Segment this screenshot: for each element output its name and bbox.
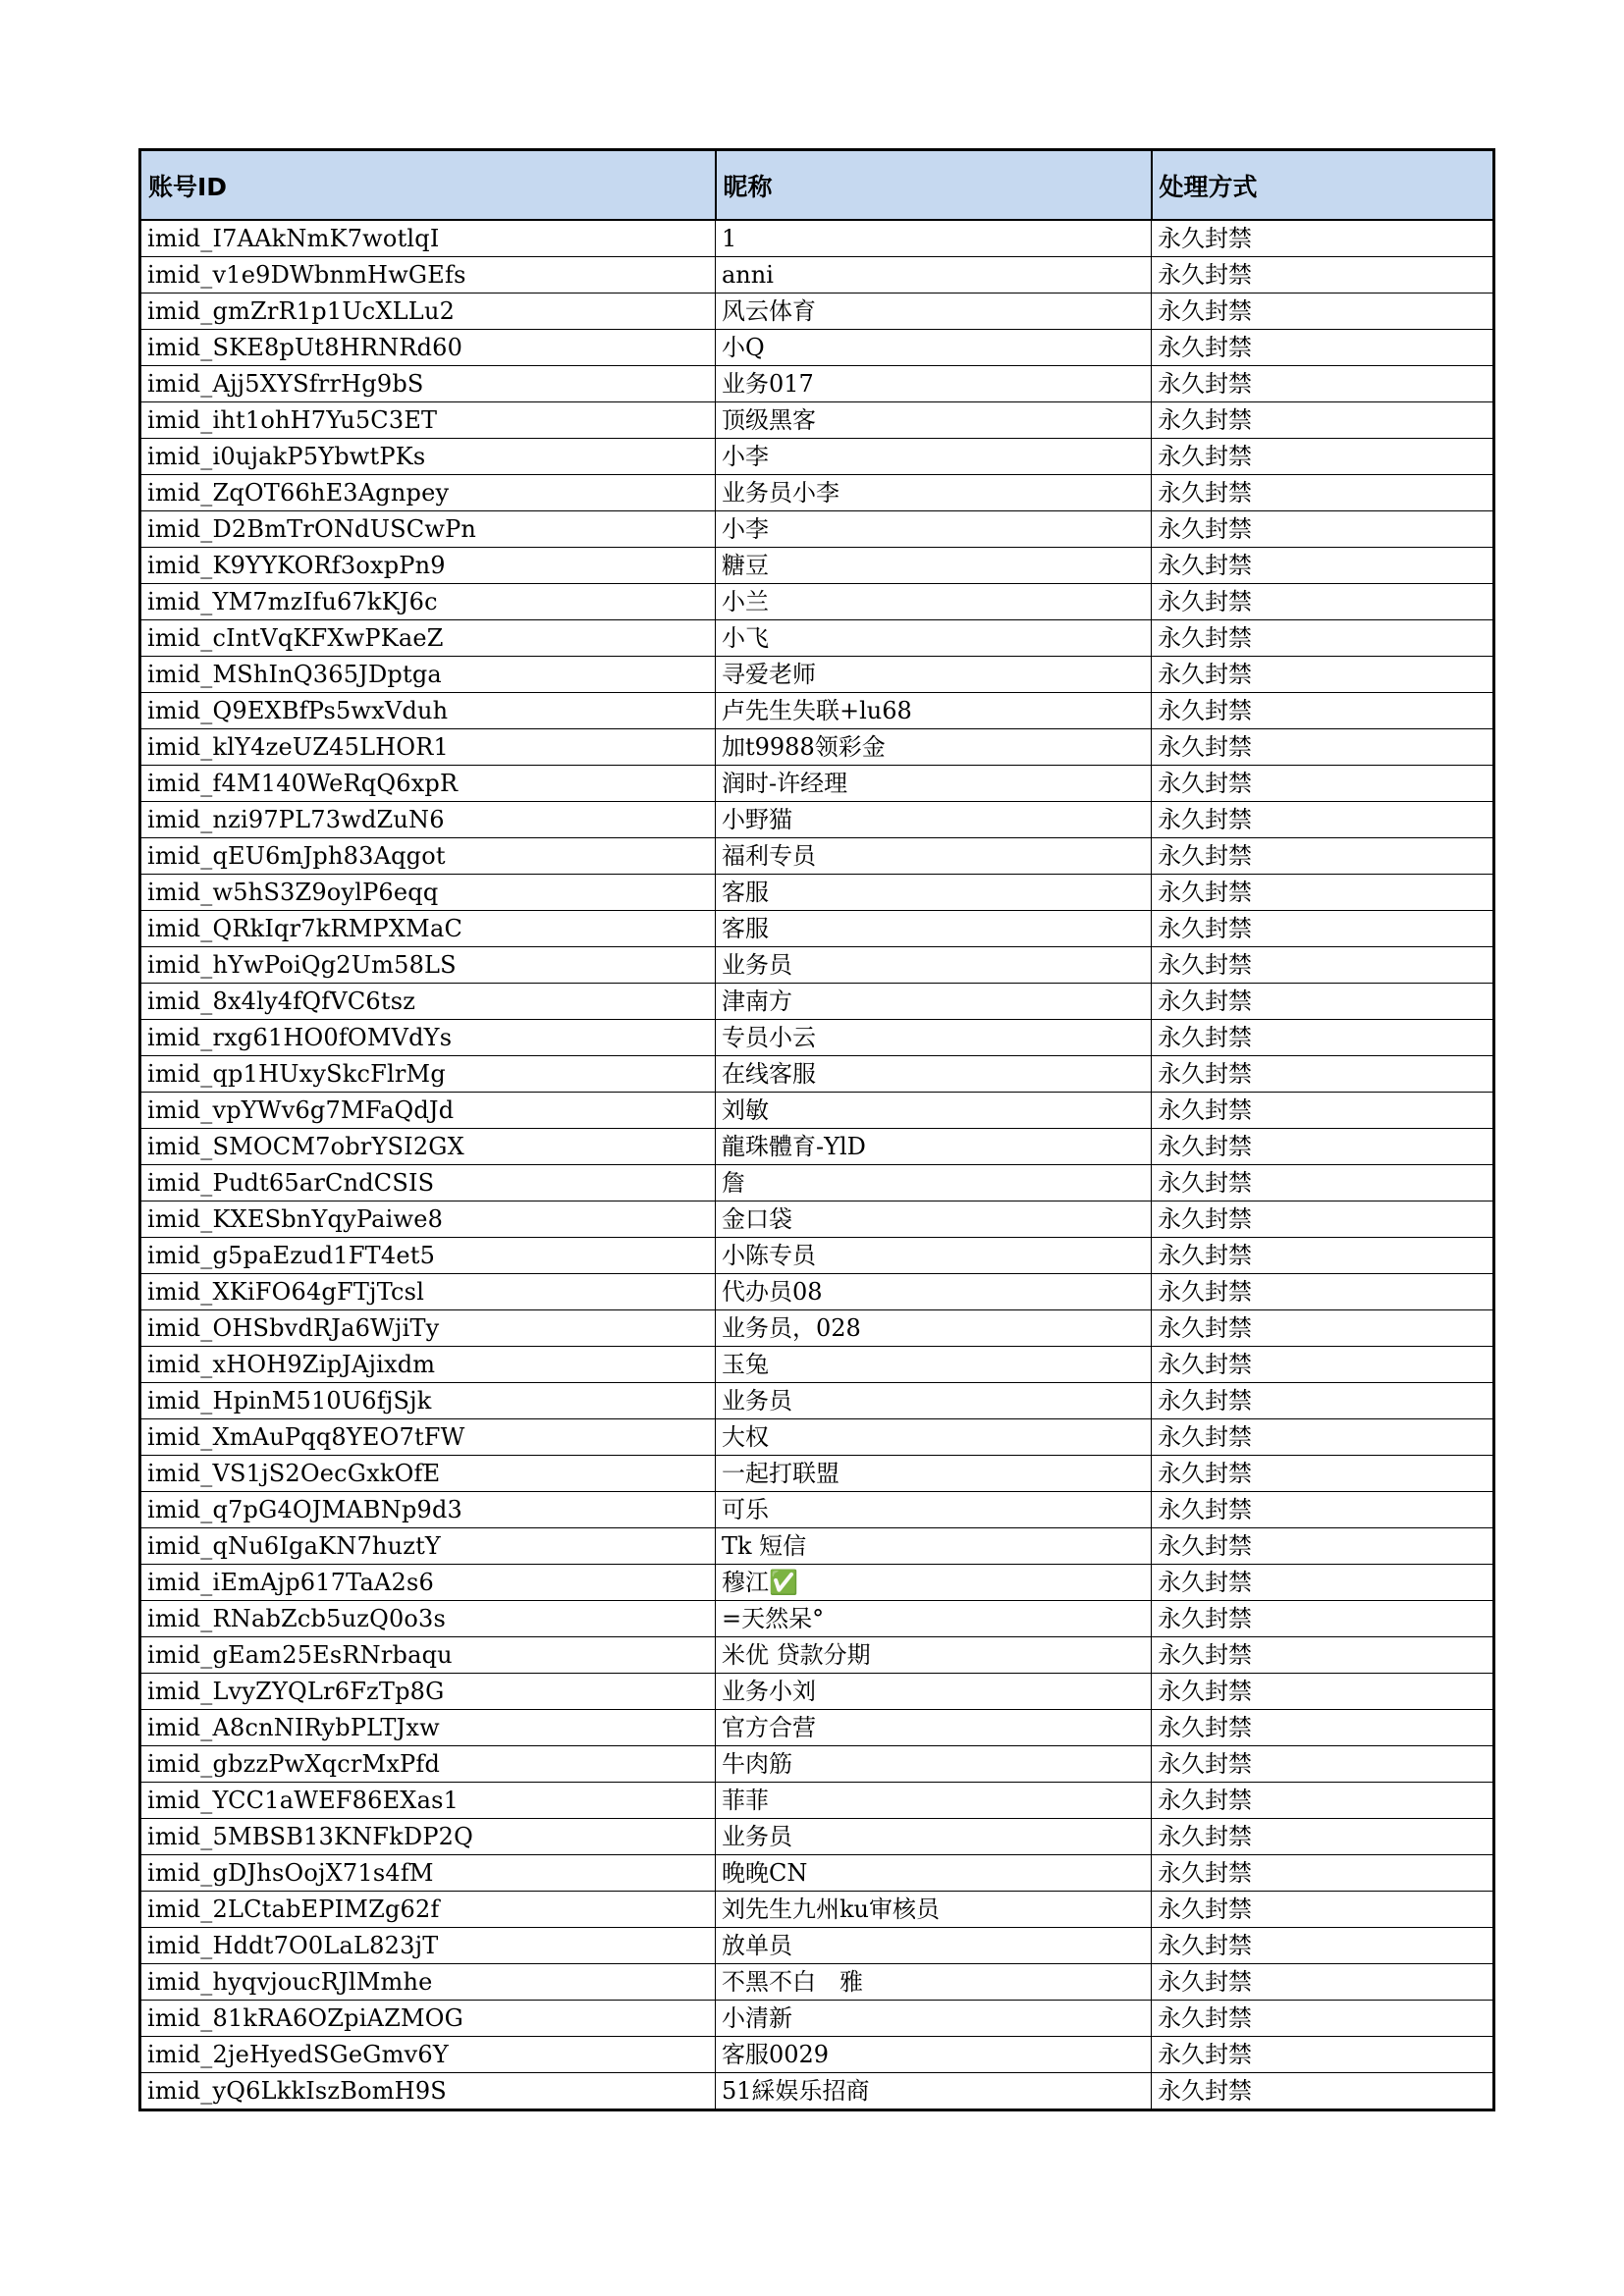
action-cell: 永久封禁	[1152, 2001, 1494, 2037]
account-id-cell: imid_Pudt65arCndCSIS	[140, 1165, 716, 1201]
account-id-cell: imid_81kRA6OZpiAZMOG	[140, 2001, 716, 2037]
table-row	[140, 584, 1494, 620]
account-id-cell: imid_v1e9DWbnmHwGEfs	[140, 257, 716, 294]
account-id-cell: imid_YCC1aWEF86EXas1	[140, 1783, 716, 1819]
action-cell: 永久封禁	[1152, 511, 1494, 548]
action-cell: 永久封禁	[1152, 1310, 1494, 1347]
action-cell: 永久封禁	[1152, 402, 1494, 439]
nickname-cell: 龍珠體育-YlD	[716, 1129, 1152, 1165]
action-cell: 永久封禁	[1152, 657, 1494, 693]
nickname-cell: 可乐	[716, 1492, 1152, 1528]
account-id-cell: imid_8x4ly4fQfVC6tsz	[140, 984, 716, 1020]
action-cell: 永久封禁	[1152, 729, 1494, 766]
account-id-cell: imid_qNu6IgaKN7huztY	[140, 1528, 716, 1565]
account-id-cell: imid_gmZrR1p1UcXLLu2	[140, 294, 716, 330]
action-cell: 永久封禁	[1152, 947, 1494, 984]
nickname-cell: 不黑不白 雅	[716, 1964, 1152, 2001]
account-id-cell: imid_VS1jS2OecGxkOfE	[140, 1456, 716, 1492]
table-row	[140, 1347, 1494, 1383]
nickname-cell: Tk 短信	[716, 1528, 1152, 1565]
action-cell: 永久封禁	[1152, 1274, 1494, 1310]
action-cell: 永久封禁	[1152, 1964, 1494, 2001]
table-header-row	[140, 150, 1494, 221]
account-id-cell: imid_2LCtabEPIMZg62f	[140, 1892, 716, 1928]
header-account-id: 账号ID	[140, 150, 716, 221]
action-cell: 永久封禁	[1152, 1456, 1494, 1492]
action-cell: 永久封禁	[1152, 1710, 1494, 1746]
account-id-cell: imid_g5paEzud1FT4et5	[140, 1238, 716, 1274]
table-row	[140, 838, 1494, 875]
action-cell: 永久封禁	[1152, 294, 1494, 330]
nickname-cell: 业务员，028	[716, 1310, 1152, 1347]
nickname-cell: 在线客服	[716, 1056, 1152, 1093]
action-cell: 永久封禁	[1152, 1347, 1494, 1383]
account-id-cell: imid_OHSbvdRJa6WjiTy	[140, 1310, 716, 1347]
account-id-cell: imid_xHOH9ZipJAjixdm	[140, 1347, 716, 1383]
table-row	[140, 1928, 1494, 1964]
table-row	[140, 1964, 1494, 2001]
nickname-cell: 小Q	[716, 330, 1152, 366]
table-row	[140, 220, 1494, 257]
account-id-cell: imid_Hddt7O0LaL823jT	[140, 1928, 716, 1964]
account-id-cell: imid_HpinM510U6fjSjk	[140, 1383, 716, 1419]
action-cell: 永久封禁	[1152, 548, 1494, 584]
action-cell: 永久封禁	[1152, 330, 1494, 366]
account-id-cell: imid_klY4zeUZ45LHOR1	[140, 729, 716, 766]
table-row	[140, 1383, 1494, 1419]
table-row	[140, 1129, 1494, 1165]
nickname-cell: 业务员小李	[716, 475, 1152, 511]
account-id-cell: imid_K9YYKORf3oxpPn9	[140, 548, 716, 584]
nickname-cell: 玉兔	[716, 1347, 1152, 1383]
account-id-cell: imid_gbzzPwXqcrMxPfd	[140, 1746, 716, 1783]
table-row	[140, 984, 1494, 1020]
action-cell: 永久封禁	[1152, 584, 1494, 620]
action-cell: 永久封禁	[1152, 257, 1494, 294]
action-cell: 永久封禁	[1152, 1674, 1494, 1710]
action-cell: 永久封禁	[1152, 693, 1494, 729]
nickname-cell: 一起打联盟	[716, 1456, 1152, 1492]
table-row	[140, 1456, 1494, 1492]
table-row	[140, 1238, 1494, 1274]
nickname-cell: 客服	[716, 911, 1152, 947]
nickname-cell: =天然呆°	[716, 1601, 1152, 1637]
table-row	[140, 729, 1494, 766]
account-id-cell: imid_MShInQ365JDptga	[140, 657, 716, 693]
table-body	[140, 220, 1494, 2110]
action-cell: 永久封禁	[1152, 1201, 1494, 1238]
account-id-cell: imid_q7pG4OJMABNp9d3	[140, 1492, 716, 1528]
action-cell: 永久封禁	[1152, 1637, 1494, 1674]
account-id-cell: imid_hYwPoiQg2Um58LS	[140, 947, 716, 984]
nickname-cell: 小飞	[716, 620, 1152, 657]
table-row	[140, 2001, 1494, 2037]
account-id-cell: imid_cIntVqKFXwPKaeZ	[140, 620, 716, 657]
table-row	[140, 439, 1494, 475]
nickname-cell: 客服	[716, 875, 1152, 911]
table-row	[140, 1783, 1494, 1819]
nickname-cell: 詹	[716, 1165, 1152, 1201]
table-row	[140, 911, 1494, 947]
action-cell: 永久封禁	[1152, 2073, 1494, 2110]
account-id-cell: imid_vpYWv6g7MFaQdJd	[140, 1093, 716, 1129]
table-row	[140, 294, 1494, 330]
action-cell: 永久封禁	[1152, 875, 1494, 911]
nickname-cell: 大权	[716, 1419, 1152, 1456]
account-id-cell: imid_Q9EXBfPs5wxVduh	[140, 693, 716, 729]
account-id-cell: imid_yQ6LkkIszBomH9S	[140, 2073, 716, 2110]
nickname-cell: 代办员08	[716, 1274, 1152, 1310]
account-id-cell: imid_D2BmTrONdUSCwPn	[140, 511, 716, 548]
nickname-cell: anni	[716, 257, 1152, 294]
account-id-cell: imid_qp1HUxySkcFlrMg	[140, 1056, 716, 1093]
nickname-cell: 51綵娱乐招商	[716, 2073, 1152, 2110]
table-row	[140, 366, 1494, 402]
account-id-cell: imid_Ajj5XYSfrrHg9bS	[140, 366, 716, 402]
table-row	[140, 1492, 1494, 1528]
header-action: 处理方式	[1152, 150, 1494, 221]
action-cell: 永久封禁	[1152, 1928, 1494, 1964]
header-nickname: 昵称	[716, 150, 1152, 221]
action-cell: 永久封禁	[1152, 1565, 1494, 1601]
nickname-cell: 小清新	[716, 2001, 1152, 2037]
table-row	[140, 330, 1494, 366]
account-id-cell: imid_i0ujakP5YbwtPKs	[140, 439, 716, 475]
table-row	[140, 620, 1494, 657]
action-cell: 永久封禁	[1152, 802, 1494, 838]
nickname-cell: 客服0029	[716, 2037, 1152, 2073]
nickname-cell: 小李	[716, 511, 1152, 548]
nickname-cell: 卢先生失联+lu68	[716, 693, 1152, 729]
table-row	[140, 657, 1494, 693]
action-cell: 永久封禁	[1152, 911, 1494, 947]
nickname-cell: 小兰	[716, 584, 1152, 620]
account-id-cell: imid_QRkIqr7kRMPXMaC	[140, 911, 716, 947]
table-row	[140, 1419, 1494, 1456]
nickname-cell: 金口袋	[716, 1201, 1152, 1238]
action-cell: 永久封禁	[1152, 2037, 1494, 2073]
nickname-cell: 小陈专员	[716, 1238, 1152, 1274]
nickname-cell: 小野猫	[716, 802, 1152, 838]
nickname-cell: 福利专员	[716, 838, 1152, 875]
nickname-cell: 糖豆	[716, 548, 1152, 584]
table-row	[140, 1746, 1494, 1783]
account-id-cell: imid_ZqOT66hE3Agnpey	[140, 475, 716, 511]
table-row	[140, 1201, 1494, 1238]
nickname-cell: 牛肉筋	[716, 1746, 1152, 1783]
account-id-cell: imid_I7AAkNmK7wotlqI	[140, 220, 716, 257]
table-row	[140, 1056, 1494, 1093]
account-id-cell: imid_hyqvjoucRJlMmhe	[140, 1964, 716, 2001]
table-row	[140, 1310, 1494, 1347]
nickname-cell: 穆江✅	[716, 1565, 1152, 1601]
table-row	[140, 475, 1494, 511]
table-row	[140, 1601, 1494, 1637]
table-row	[140, 1855, 1494, 1892]
nickname-cell: 刘敏	[716, 1093, 1152, 1129]
nickname-cell: 放单员	[716, 1928, 1152, 1964]
account-id-cell: imid_rxg61HO0fOMVdYs	[140, 1020, 716, 1056]
nickname-cell: 寻爱老师	[716, 657, 1152, 693]
action-cell: 永久封禁	[1152, 766, 1494, 802]
action-cell: 永久封禁	[1152, 1892, 1494, 1928]
action-cell: 永久封禁	[1152, 838, 1494, 875]
account-id-cell: imid_5MBSB13KNFkDP2Q	[140, 1819, 716, 1855]
account-id-cell: imid_qEU6mJph83Aqgot	[140, 838, 716, 875]
table-row	[140, 2037, 1494, 2073]
action-cell: 永久封禁	[1152, 1819, 1494, 1855]
table-row	[140, 1274, 1494, 1310]
table-row	[140, 1710, 1494, 1746]
table-row	[140, 1892, 1494, 1928]
action-cell: 永久封禁	[1152, 1492, 1494, 1528]
account-id-cell: imid_XKiFO64gFTjTcsl	[140, 1274, 716, 1310]
table-row	[140, 1819, 1494, 1855]
action-cell: 永久封禁	[1152, 1746, 1494, 1783]
action-cell: 永久封禁	[1152, 439, 1494, 475]
table-row	[140, 1674, 1494, 1710]
action-cell: 永久封禁	[1152, 620, 1494, 657]
action-cell: 永久封禁	[1152, 1129, 1494, 1165]
nickname-cell: 刘先生九州ku审核员	[716, 1892, 1152, 1928]
action-cell: 永久封禁	[1152, 1419, 1494, 1456]
action-cell: 永久封禁	[1152, 1383, 1494, 1419]
account-id-cell: imid_A8cnNIRybPLTJxw	[140, 1710, 716, 1746]
table-row	[140, 257, 1494, 294]
action-cell: 永久封禁	[1152, 1528, 1494, 1565]
account-id-cell: imid_KXESbnYqyPaiwe8	[140, 1201, 716, 1238]
table-row	[140, 402, 1494, 439]
table-row	[140, 1165, 1494, 1201]
nickname-cell: 小李	[716, 439, 1152, 475]
table-row	[140, 1637, 1494, 1674]
account-id-cell: imid_f4M140WeRqQ6xpR	[140, 766, 716, 802]
action-cell: 永久封禁	[1152, 1238, 1494, 1274]
account-id-cell: imid_YM7mzIfu67kKJ6c	[140, 584, 716, 620]
action-cell: 永久封禁	[1152, 220, 1494, 257]
action-cell: 永久封禁	[1152, 475, 1494, 511]
table-row	[140, 1565, 1494, 1601]
table-row	[140, 875, 1494, 911]
action-cell: 永久封禁	[1152, 1020, 1494, 1056]
nickname-cell: 1	[716, 220, 1152, 257]
nickname-cell: 风云体育	[716, 294, 1152, 330]
nickname-cell: 官方合营	[716, 1710, 1152, 1746]
table-row	[140, 947, 1494, 984]
account-id-cell: imid_2jeHyedSGeGmv6Y	[140, 2037, 716, 2073]
account-id-cell: imid_nzi97PL73wdZuN6	[140, 802, 716, 838]
table-row	[140, 693, 1494, 729]
action-cell: 永久封禁	[1152, 1855, 1494, 1892]
account-id-cell: imid_iEmAjp617TaA2s6	[140, 1565, 716, 1601]
account-id-cell: imid_gEam25EsRNrbaqu	[140, 1637, 716, 1674]
action-cell: 永久封禁	[1152, 984, 1494, 1020]
table-row	[140, 1528, 1494, 1565]
nickname-cell: 津南方	[716, 984, 1152, 1020]
action-cell: 永久封禁	[1152, 1093, 1494, 1129]
table-row	[140, 1093, 1494, 1129]
nickname-cell: 业务017	[716, 366, 1152, 402]
table-row	[140, 2073, 1494, 2110]
table-row	[140, 511, 1494, 548]
nickname-cell: 业务员	[716, 947, 1152, 984]
action-cell: 永久封禁	[1152, 1783, 1494, 1819]
table-row	[140, 548, 1494, 584]
nickname-cell: 业务员	[716, 1819, 1152, 1855]
nickname-cell: 晚晚CN	[716, 1855, 1152, 1892]
account-id-cell: imid_XmAuPqq8YEO7tFW	[140, 1419, 716, 1456]
account-id-cell: imid_w5hS3Z9oylP6eqq	[140, 875, 716, 911]
action-cell: 永久封禁	[1152, 366, 1494, 402]
account-id-cell: imid_LvyZYQLr6FzTp8G	[140, 1674, 716, 1710]
account-id-cell: imid_iht1ohH7Yu5C3ET	[140, 402, 716, 439]
banned-accounts-table	[138, 148, 1495, 2111]
action-cell: 永久封禁	[1152, 1601, 1494, 1637]
action-cell: 永久封禁	[1152, 1056, 1494, 1093]
nickname-cell: 业务小刘	[716, 1674, 1152, 1710]
nickname-cell: 加t9988领彩金	[716, 729, 1152, 766]
nickname-cell: 专员小云	[716, 1020, 1152, 1056]
nickname-cell: 米优 贷款分期	[716, 1637, 1152, 1674]
nickname-cell: 润时-许经理	[716, 766, 1152, 802]
nickname-cell: 菲菲	[716, 1783, 1152, 1819]
nickname-cell: 顶级黑客	[716, 402, 1152, 439]
table-row	[140, 802, 1494, 838]
account-id-cell: imid_RNabZcb5uzQ0o3s	[140, 1601, 716, 1637]
action-cell: 永久封禁	[1152, 1165, 1494, 1201]
account-id-cell: imid_SMOCM7obrYSI2GX	[140, 1129, 716, 1165]
nickname-cell: 业务员	[716, 1383, 1152, 1419]
account-id-cell: imid_SKE8pUt8HRNRd60	[140, 330, 716, 366]
table-row	[140, 766, 1494, 802]
table-row	[140, 1020, 1494, 1056]
account-id-cell: imid_gDJhsOojX71s4fM	[140, 1855, 716, 1892]
